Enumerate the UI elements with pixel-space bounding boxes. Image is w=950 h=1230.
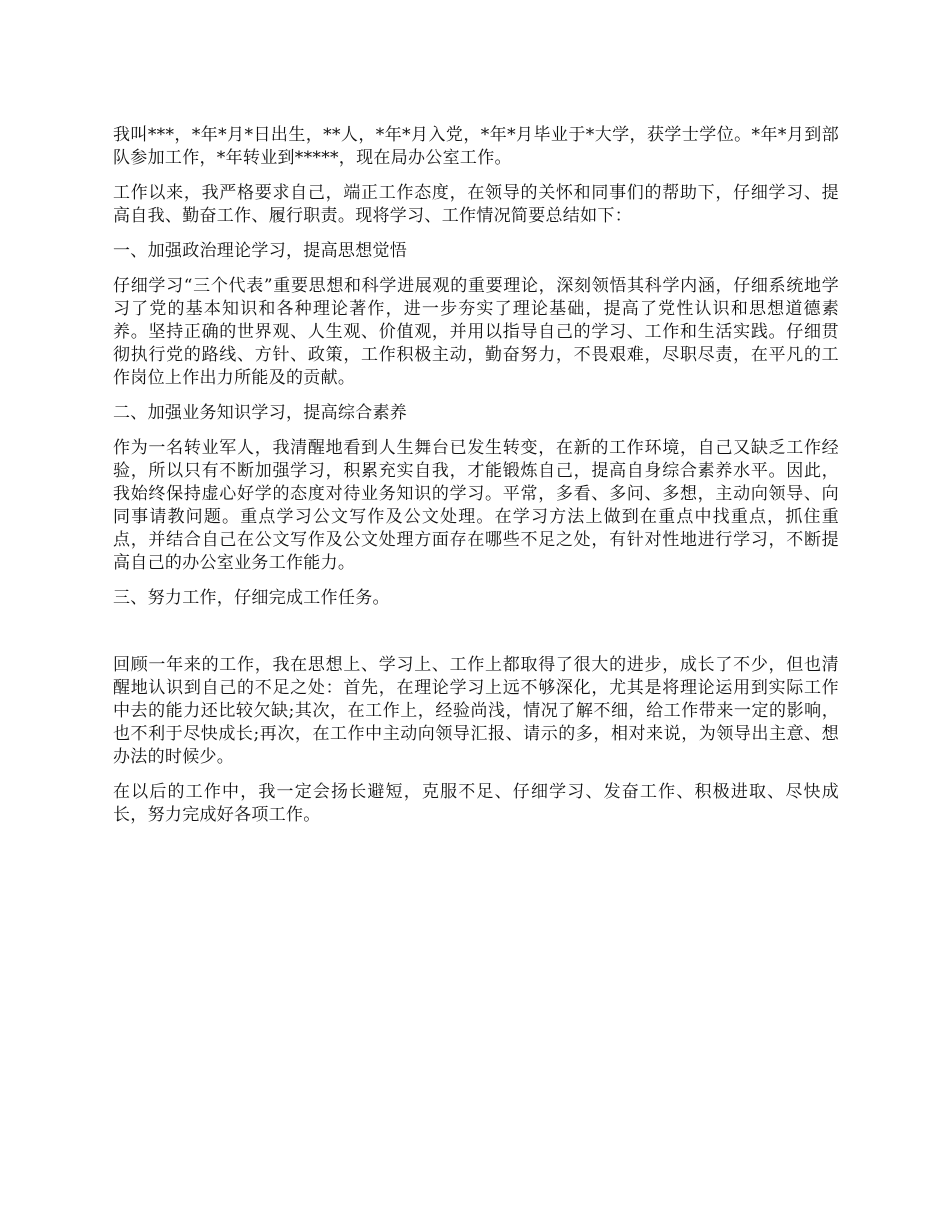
section-1-heading: 一、加强政治理论学习，提高思想觉悟	[113, 241, 408, 261]
section-2-heading: 二、加强业务知识学习，提高综合素养	[113, 403, 408, 423]
review-paragraph: 回顾一年来的工作，我在思想上、学习上、工作上都取得了很大的进步，成长了不少，但也清醒地认识到自己的不足之处：首先，在理论学习上远不够深化，尤其是将理论运用到实际工作中去的能力还比较欠缺;其次，在工作上，经验尚浅，情况了解不细，给工作带来一定的影响，也不利于尽快成长;再次，在工作中主动向领导汇报、请示的多，相对来说，为领导出主意、想办法的时候少。	[113, 655, 839, 767]
document-page	[113, 124, 839, 839]
section-spacer	[113, 622, 839, 654]
intro-paragraph: 我叫***，*年*月*日出生，**人，*年*月入党，*年*月毕业于*大学，获学士学位。*年*月到部队参加工作，*年转业到*****，现在局办公室工作。	[113, 125, 839, 168]
section-3-heading: 三、努力工作，仔细完成工作任务。	[113, 588, 390, 608]
section-1-body: 仔细学习“三个代表”重要思想和科学进展观的重要理论，深刻领悟其科学内涵，仔细系统地学习了党的基本知识和各种理论著作，进一步夯实了理论基础，提高了党性认识和思想道德素养。坚持正确的世界观、人生观、价值观，并用以指导自己的学习、工作和生活实践。仔细贯彻执行党的路线、方针、政策，工作积极主动，勤奋努力，不畏艰难，尽职尽责，在平凡的工作岗位上作出力所能及的贡献。	[113, 276, 839, 388]
opening-paragraph: 工作以来，我严格要求自己，端正工作态度，在领导的关怀和同事们的帮助下，仔细学习、提高自我、勤奋工作、履行职责。现将学习、工作情况简要总结如下：	[113, 183, 839, 226]
section-2-body: 作为一名转业军人，我清醒地看到人生舞台已发生转变，在新的工作环境，自己又缺乏工作经验，所以只有不断加强学习，积累充实自我，才能锻炼自己，提高自身综合素养水平。因此，我始终保持虚心好学的态度对待业务知识的学习。平常，多看、多问、多想，主动向领导、向同事请教问题。重点学习公文写作及公文处理。在学习方法上做到在重点中找重点，抓住重点，并结合自己在公文写作及公文处理方面存在哪些不足之处，有针对性地进行学习，不断提高自己的办公室业务工作能力。	[113, 438, 839, 573]
closing-paragraph: 在以后的工作中，我一定会扬长避短，克服不足、仔细学习、发奋工作、积极进取、尽快成长，努力完成好各项工作。	[113, 782, 839, 825]
